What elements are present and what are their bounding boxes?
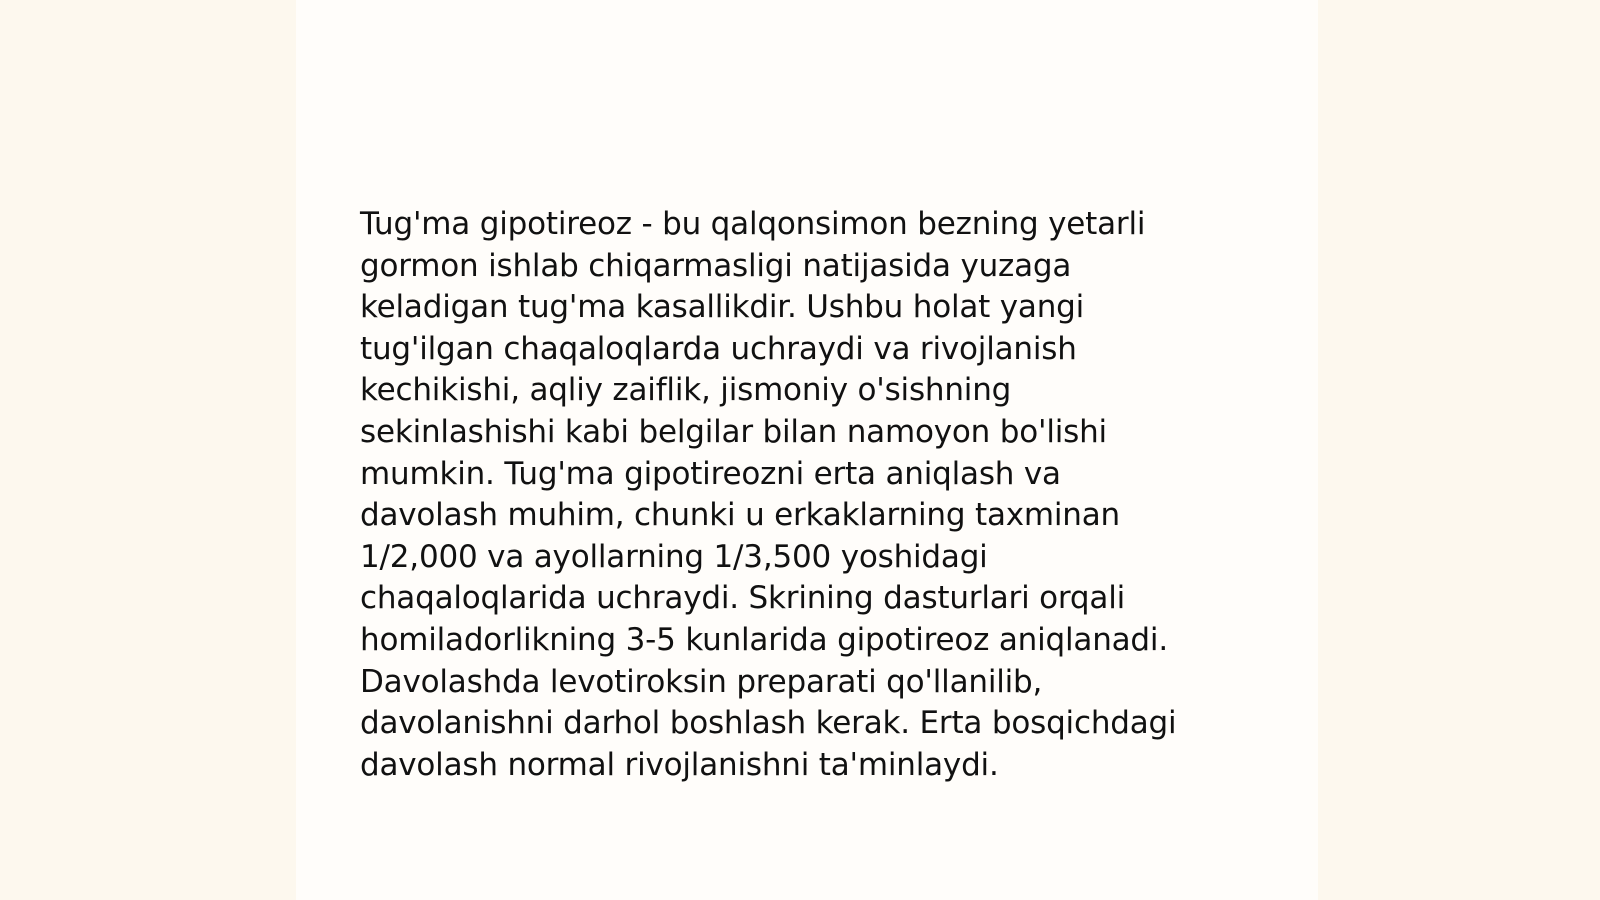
- body-paragraph: [360, 204, 1240, 786]
- paragraph-line: chaqaloqlarida uchraydi. Skrining dasturlari orqali: [360, 580, 1126, 617]
- paragraph-line: 1/2,000 va ayollarning 1/3,500 yoshidagi: [360, 538, 988, 575]
- paragraph-line: sekinlashishi kabi belgilar bilan namoyon bo'lishi: [360, 413, 1107, 450]
- paragraph-line: kechikishi, aqliy zaiflik, jismoniy o'sishning: [360, 372, 1012, 409]
- paragraph-line: keladigan tug'ma kasallikdir. Ushbu holat yangi: [360, 289, 1085, 326]
- paragraph-line: davolanishni darhol boshlash kerak. Erta bosqichdagi: [360, 705, 1177, 742]
- paragraph-line: davolash muhim, chunki u erkaklarning taxminan: [360, 497, 1120, 534]
- paragraph-line: davolash normal rivojlanishni ta'minlaydi.: [360, 746, 999, 783]
- paragraph-line: Davolashda levotiroksin preparati qo'llanilib,: [360, 663, 1043, 700]
- paragraph-line: homiladorlikning 3-5 kunlarida gipotireoz aniqlanadi.: [360, 621, 1168, 658]
- paragraph-line: Tug'ma gipotireoz - bu qalqonsimon bezning yetarli: [360, 206, 1146, 242]
- paragraph-line: gormon ishlab chiqarmasligi natijasida yuzaga: [360, 247, 1072, 284]
- document-page: [296, 0, 1318, 900]
- paragraph-line: tug'ilgan chaqaloqlarda uchraydi va rivojlanish: [360, 330, 1077, 367]
- paragraph-line: mumkin. Tug'ma gipotireozni erta aniqlash va: [360, 455, 1061, 492]
